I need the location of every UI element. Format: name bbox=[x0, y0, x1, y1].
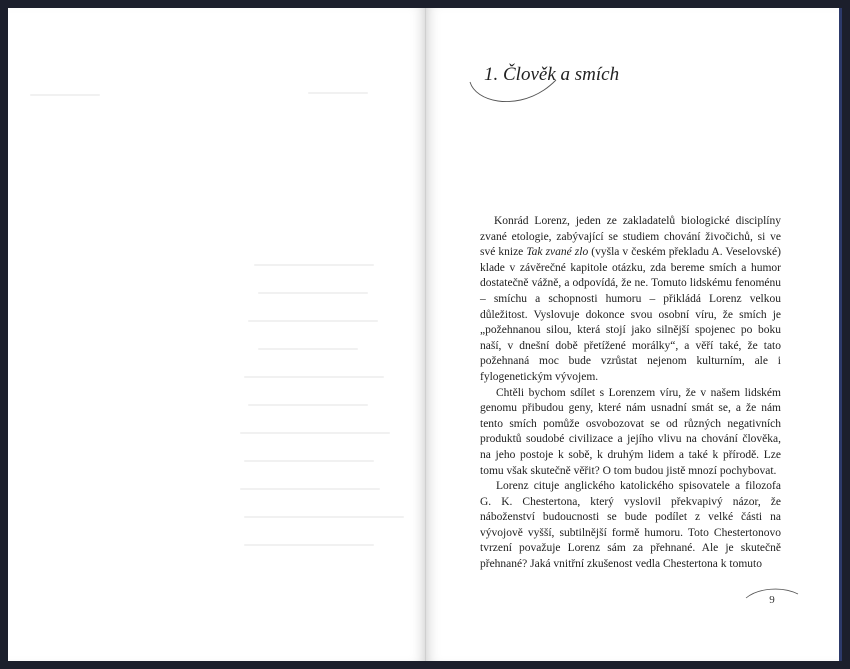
paragraph-text: (vyšla v českém překladu A. Veselovské) klade v závěrečné kapitole otázku, zda bereme smích a humor dostatečně vážně, a odpovídá, že ne. Tomuto lidskému fenoménu – smíchu a schopnosti humoru – přikládá Lorenz velkou důležitost. Vyslovuje dokonce svou osobní víru, že smích je „požehnanou silou, která stojí jako silnější spojenec po boku naší, v dnešní době přetížené morálky“, a věří také, že tato požehnaná moc bude vzrůstat nejenom kulturním, ale i fylogenetickým vývojem. bbox=[480, 246, 781, 383]
paragraph-text: Konrád Lorenz, jeden ze zakladatelů biologické disciplíny zvané etologie, zabývající se studiem chování živočichů, si ve své knize bbox=[480, 215, 781, 259]
show-through-mark bbox=[240, 432, 390, 434]
book-title-italic: Tak zvané zlo bbox=[526, 246, 589, 259]
left-page bbox=[8, 8, 426, 661]
show-through-mark bbox=[244, 460, 374, 462]
show-through-mark bbox=[244, 516, 404, 518]
paragraph bbox=[480, 214, 781, 386]
paragraph: Lorenz cituje anglického katolického spisovatele a filozofa G. K. Chestertona, který vyslovil překvapivý názor, že náboženství budoucnosti se bude podílet z velké části na vývojově vyšší, subtilnější formě humoru. Toto Chestertonovo tvrzení považuje Lorenz sám za přehnané. Ale je skutečně přehnané? Jaká vnitřní zkušenost vedla Chestertona k tomuto bbox=[480, 480, 781, 571]
show-through-mark bbox=[30, 94, 100, 96]
show-through-mark bbox=[258, 292, 368, 294]
chapter-title: 1. Člověk a smích bbox=[484, 64, 620, 85]
book-edge bbox=[839, 8, 842, 661]
show-through-mark bbox=[240, 488, 380, 490]
show-through-mark bbox=[308, 92, 368, 94]
page-number: 9 bbox=[769, 594, 775, 606]
show-through-mark bbox=[244, 544, 374, 546]
paragraph: Chtěli bychom sdílet s Lorenzem víru, že v našem lidském genomu přibudou geny, které nám usnadní smát se, a že nám tento smích pomůže osvobozovat se od různých negativních produktů soudobé civilizace a jejího vlivu na chování člověka, na jeho postoje k sobě, k druhým lidem a také k přírodě. Lze tomu však skutečně věřit? O tom budou jistě mnozí pochybovat. bbox=[480, 386, 781, 477]
show-through-mark bbox=[248, 320, 378, 322]
show-through-mark bbox=[248, 404, 368, 406]
show-through-mark bbox=[254, 264, 374, 266]
show-through-mark bbox=[258, 348, 358, 350]
show-through-mark bbox=[244, 376, 384, 378]
body-text bbox=[480, 214, 781, 573]
